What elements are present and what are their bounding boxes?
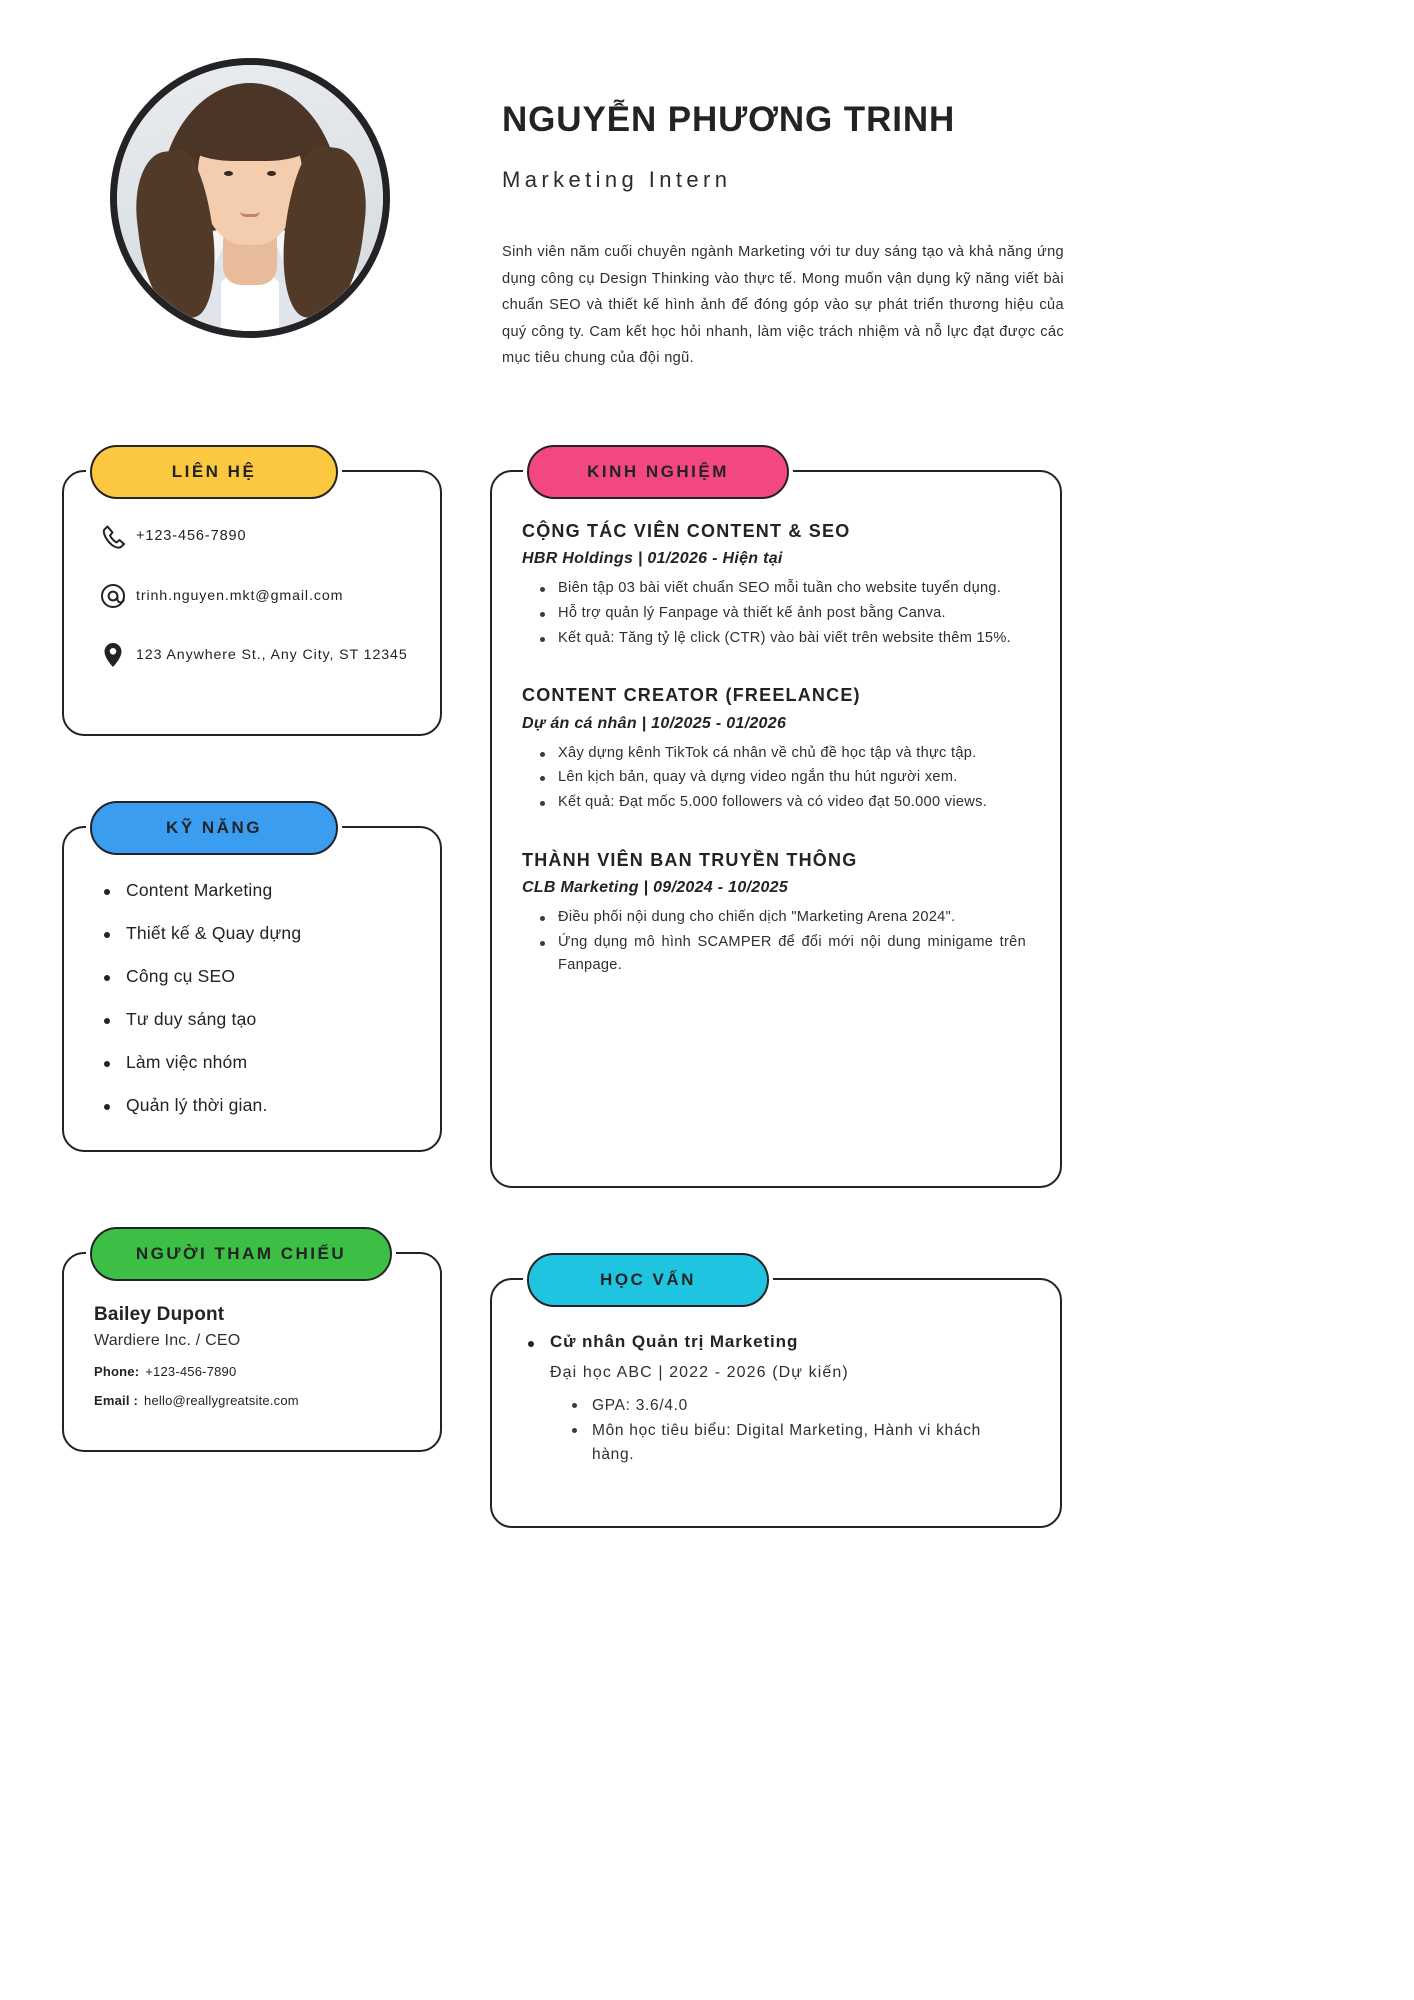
reference-email-label: Email : bbox=[94, 1393, 139, 1408]
resume-header bbox=[0, 0, 1414, 510]
reference-phone-value: +123-456-7890 bbox=[145, 1364, 237, 1379]
experience-item bbox=[522, 520, 1026, 650]
experience-list bbox=[492, 472, 1060, 978]
reference-email-value: hello@reallygreatsite.com bbox=[144, 1393, 299, 1408]
experience-role: THÀNH VIÊN BAN TRUYỀN THÔNG bbox=[522, 849, 858, 870]
education-card bbox=[490, 1270, 1062, 1528]
phone-icon bbox=[90, 522, 136, 552]
list-item: Môn học tiêu biểu: Digital Marketing, Hành vi khách hàng. bbox=[572, 1419, 1026, 1466]
candidate-job-title: Marketing Intern bbox=[502, 167, 732, 193]
list-item: Công cụ SEO bbox=[100, 966, 440, 987]
header-text-block bbox=[502, 100, 1064, 372]
location-icon bbox=[90, 640, 136, 670]
contact-row-phone[interactable] bbox=[90, 520, 440, 554]
contact-card bbox=[62, 462, 442, 736]
candidate-name: NGUYỄN PHƯƠNG TRINH bbox=[502, 100, 956, 139]
contact-email-value: trinh.nguyen.mkt@gmail.com bbox=[136, 587, 344, 604]
email-icon bbox=[90, 581, 136, 611]
reference-company: Wardiere Inc. / CEO bbox=[94, 1332, 241, 1349]
list-item: Lên kịch bản, quay và dựng video ngắn thu hút người xem. bbox=[540, 766, 1026, 790]
profile-summary: Sinh viên năm cuối chuyên ngành Marketing với tư duy sáng tạo và khả năng ứng dụng công cụ Design Thinking vào thực tế. Mong muốn vận dụng kỹ năng viết bài chuẩn SEO và thiết kế hình ảnh để đóng góp vào sự phát triển thương hiệu của quý công ty. Cam kết học hỏi nhanh, làm việc trách nhiệm và nỗ lực đạt được các mục tiêu chung của đội ngũ. bbox=[502, 244, 1064, 367]
experience-item bbox=[522, 849, 1026, 978]
reference-person-name: Bailey Dupont bbox=[94, 1304, 225, 1325]
list-item: Kết quả: Đạt mốc 5.000 followers và có video đạt 50.000 views. bbox=[540, 791, 1026, 815]
contact-row-email[interactable] bbox=[90, 579, 440, 613]
education-degree: Cử nhân Quản trị Marketing bbox=[524, 1332, 1026, 1352]
experience-meta: CLB Marketing | 09/2024 - 10/2025 bbox=[522, 879, 789, 897]
profile-photo bbox=[110, 58, 390, 338]
list-item: Hỗ trợ quản lý Fanpage và thiết kế ảnh post bằng Canva. bbox=[540, 602, 1026, 626]
experience-item bbox=[522, 684, 1026, 814]
reference-card bbox=[62, 1244, 442, 1452]
experience-section-badge: KINH NGHIỆM bbox=[527, 445, 789, 499]
skills-card bbox=[62, 818, 442, 1152]
reference-phone-row bbox=[94, 1364, 440, 1379]
list-item: Thiết kế & Quay dựng bbox=[100, 923, 440, 944]
skills-section-badge: KỸ NĂNG bbox=[90, 801, 338, 855]
list-item: Kết quả: Tăng tỷ lệ click (CTR) vào bài viết trên website thêm 15%. bbox=[540, 627, 1026, 651]
experience-bullets bbox=[522, 742, 1026, 815]
list-item: Tư duy sáng tạo bbox=[100, 1009, 440, 1030]
experience-role: CONTENT CREATOR (FREELANCE) bbox=[522, 685, 861, 706]
list-item: Ứng dụng mô hình SCAMPER để đổi mới nội dung minigame trên Fanpage. bbox=[540, 931, 1026, 978]
list-item: Quản lý thời gian. bbox=[100, 1095, 440, 1116]
skills-list bbox=[64, 828, 440, 1116]
experience-meta: Dự án cá nhân | 10/2025 - 01/2026 bbox=[522, 714, 787, 732]
contact-address-value: 123 Anywhere St., Any City, ST 12345 bbox=[136, 646, 408, 663]
experience-card bbox=[490, 462, 1062, 1188]
reference-email-row bbox=[94, 1393, 440, 1408]
list-item: Điều phối nội dung cho chiến dịch "Marketing Arena 2024". bbox=[540, 906, 1026, 930]
portrait-illustration bbox=[117, 65, 383, 331]
list-item: Xây dựng kênh TikTok cá nhân về chủ đề học tập và thực tập. bbox=[540, 742, 1026, 766]
reference-section-badge: NGƯỜI THAM CHIẾU bbox=[90, 1227, 392, 1281]
education-school: Đại học ABC | 2022 - 2026 (Dự kiến) bbox=[550, 1364, 849, 1381]
contact-phone-value: +123-456-7890 bbox=[136, 528, 247, 545]
contact-list bbox=[64, 472, 440, 672]
list-item: Biên tập 03 bài viết chuẩn SEO mỗi tuần cho website tuyển dụng. bbox=[540, 577, 1026, 601]
education-details bbox=[524, 1394, 1026, 1466]
experience-role: CỘNG TÁC VIÊN CONTENT & SEO bbox=[522, 521, 851, 541]
education-section-badge: HỌC VẤN bbox=[527, 1253, 769, 1307]
experience-bullets bbox=[522, 577, 1026, 650]
contact-row-address[interactable] bbox=[90, 638, 440, 672]
list-item: Content Marketing bbox=[100, 880, 440, 901]
reference-phone-label: Phone: bbox=[94, 1364, 140, 1379]
experience-bullets bbox=[522, 906, 1026, 978]
contact-section-badge: LIÊN HỆ bbox=[90, 445, 338, 499]
list-item: Làm việc nhóm bbox=[100, 1052, 440, 1073]
list-item: GPA: 3.6/4.0 bbox=[572, 1394, 1026, 1417]
education-body bbox=[492, 1280, 1060, 1466]
experience-meta: HBR Holdings | 01/2026 - Hiện tại bbox=[522, 550, 783, 568]
